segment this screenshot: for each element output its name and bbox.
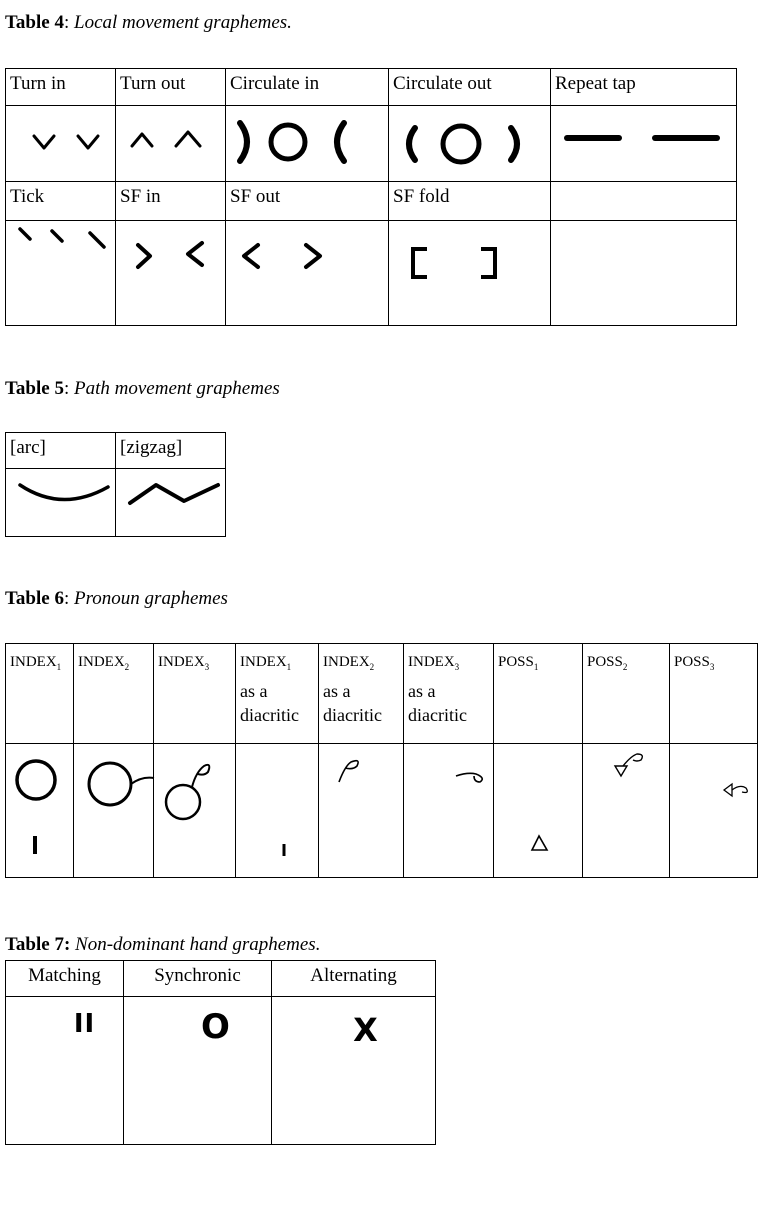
matching-glyph-cell [6,997,124,1145]
header-index1d-diacritic: diacritic [240,705,299,725]
arc-glyph [6,469,116,537]
circulate-in-glyph [226,106,389,182]
synchronic-glyph: O [201,1007,230,1047]
header-index2d-sub: 2 [369,662,375,672]
table5-caption: Table 5: Path movement graphemes [5,378,280,399]
index3-glyph [154,744,236,878]
header-tick: Tick [6,182,116,221]
header-alternating: Alternating [272,961,436,997]
header-poss1-base: POSS [498,654,534,670]
table7-label: Table 7: [5,934,71,955]
header-index3-base: INDEX [158,654,205,670]
index3-diacritic-glyph-cell [404,744,494,878]
header-index3d-sub: 3 [454,662,460,672]
sf-out-glyph-cell [226,221,389,326]
poss1-glyph [494,744,583,878]
repeat-tap-glyph-cell [551,106,737,182]
repeat-tap-glyph [551,106,737,182]
header-index2-base: INDEX [78,654,125,670]
table5-label: Table 5 [5,378,64,399]
header-poss2-sub: 2 [622,662,628,672]
sf-fold-glyph [389,221,551,326]
header-poss3-base: POSS [674,654,710,670]
index2-glyph-cell [74,744,154,878]
header-arc: [arc] [6,433,116,469]
table6-label: Table 6 [5,588,64,609]
header-index3d-asa: as a [408,681,436,701]
arc-glyph-cell [6,469,116,537]
index3-diacritic-glyph [404,744,494,878]
header-index3d-diacritic: diacritic [408,705,467,725]
header-turn-out: Turn out [116,69,226,106]
header-poss3-sub: 3 [709,662,715,672]
circulate-in-glyph-cell [226,106,389,182]
table5-path-movement [5,432,226,537]
header-index1d-base: INDEX [240,654,287,670]
header-index1-sub: 1 [56,662,62,672]
header-poss2 [583,644,670,744]
header-sf-fold: SF fold [389,182,551,221]
header-poss2-base: POSS [587,654,623,670]
header-index1-base: INDEX [10,654,57,670]
header-synchronic: Synchronic [124,961,272,997]
header-empty [551,182,737,221]
index2-diacritic-glyph [319,744,404,878]
header-circulate-in: Circulate in [226,69,389,106]
table5-title: Path movement graphemes [74,378,280,399]
header-repeat-tap: Repeat tap [551,69,737,106]
header-poss1-sub: 1 [533,662,539,672]
header-index2d-base: INDEX [323,654,370,670]
table6-pronoun [5,643,758,878]
header-matching: Matching [6,961,124,997]
alternating-glyph: X [353,1011,378,1049]
synchronic-glyph-cell [124,997,272,1145]
zigzag-glyph-cell [116,469,226,537]
header-poss3 [670,644,758,744]
header-index2-sub: 2 [124,662,130,672]
header-index2-diacritic [319,644,404,744]
table4-local-movement [5,68,737,326]
header-index1d-sub: 1 [286,662,292,672]
index2-diacritic-glyph-cell [319,744,404,878]
index1-diacritic-glyph-cell [236,744,319,878]
sf-fold-glyph-cell [389,221,551,326]
header-index3-diacritic [404,644,494,744]
turn-in-glyph-cell [6,106,116,182]
header-sf-in: SF in [116,182,226,221]
tick-glyph-cell [6,221,116,326]
poss3-glyph-cell [670,744,758,878]
zigzag-glyph [116,469,226,537]
index1-glyph [6,744,74,878]
header-index3 [154,644,236,744]
table7-title: Non-dominant hand graphemes. [75,934,321,955]
sf-out-glyph [226,221,389,326]
table6-title: Pronoun graphemes [74,588,228,609]
tick-glyph [6,221,116,326]
header-index2d-asa: as a [323,681,351,701]
table4-caption: Table 4: Local movement graphemes. [5,12,292,33]
header-index2 [74,644,154,744]
circulate-out-glyph-cell [389,106,551,182]
header-index1d-asa: as a [240,681,268,701]
empty-glyph-cell [551,221,737,326]
header-index1-diacritic [236,644,319,744]
turn-out-glyph-cell [116,106,226,182]
header-sf-out: SF out [226,182,389,221]
circulate-out-glyph [389,106,551,182]
header-circulate-out: Circulate out [389,69,551,106]
header-poss1 [494,644,583,744]
table4-label: Table 4 [5,12,64,33]
table6-caption: Table 6: Pronoun graphemes [5,588,228,609]
index2-glyph [74,744,164,878]
turn-out-glyph [116,106,226,182]
header-index3d-base: INDEX [408,654,455,670]
index3-glyph-cell [154,744,236,878]
poss1-glyph-cell [494,744,583,878]
table7-caption [5,934,320,956]
matching-glyph: II [73,1009,96,1039]
index1-glyph-cell [6,744,74,878]
sf-in-glyph [116,221,226,326]
turn-in-glyph [6,106,116,182]
header-index3-sub: 3 [204,662,210,672]
alternating-glyph-cell [272,997,436,1145]
header-index2d-diacritic: diacritic [323,705,382,725]
poss2-glyph [583,744,670,878]
header-turn-in: Turn in [6,69,116,106]
header-zigzag: [zigzag] [116,433,226,469]
poss2-glyph-cell [583,744,670,878]
header-index1 [6,644,74,744]
poss3-glyph [670,744,758,878]
table7-non-dominant-hand [5,960,436,1145]
index1-diacritic-glyph [236,744,319,878]
table4-title: Local movement graphemes. [74,12,292,33]
sf-in-glyph-cell [116,221,226,326]
